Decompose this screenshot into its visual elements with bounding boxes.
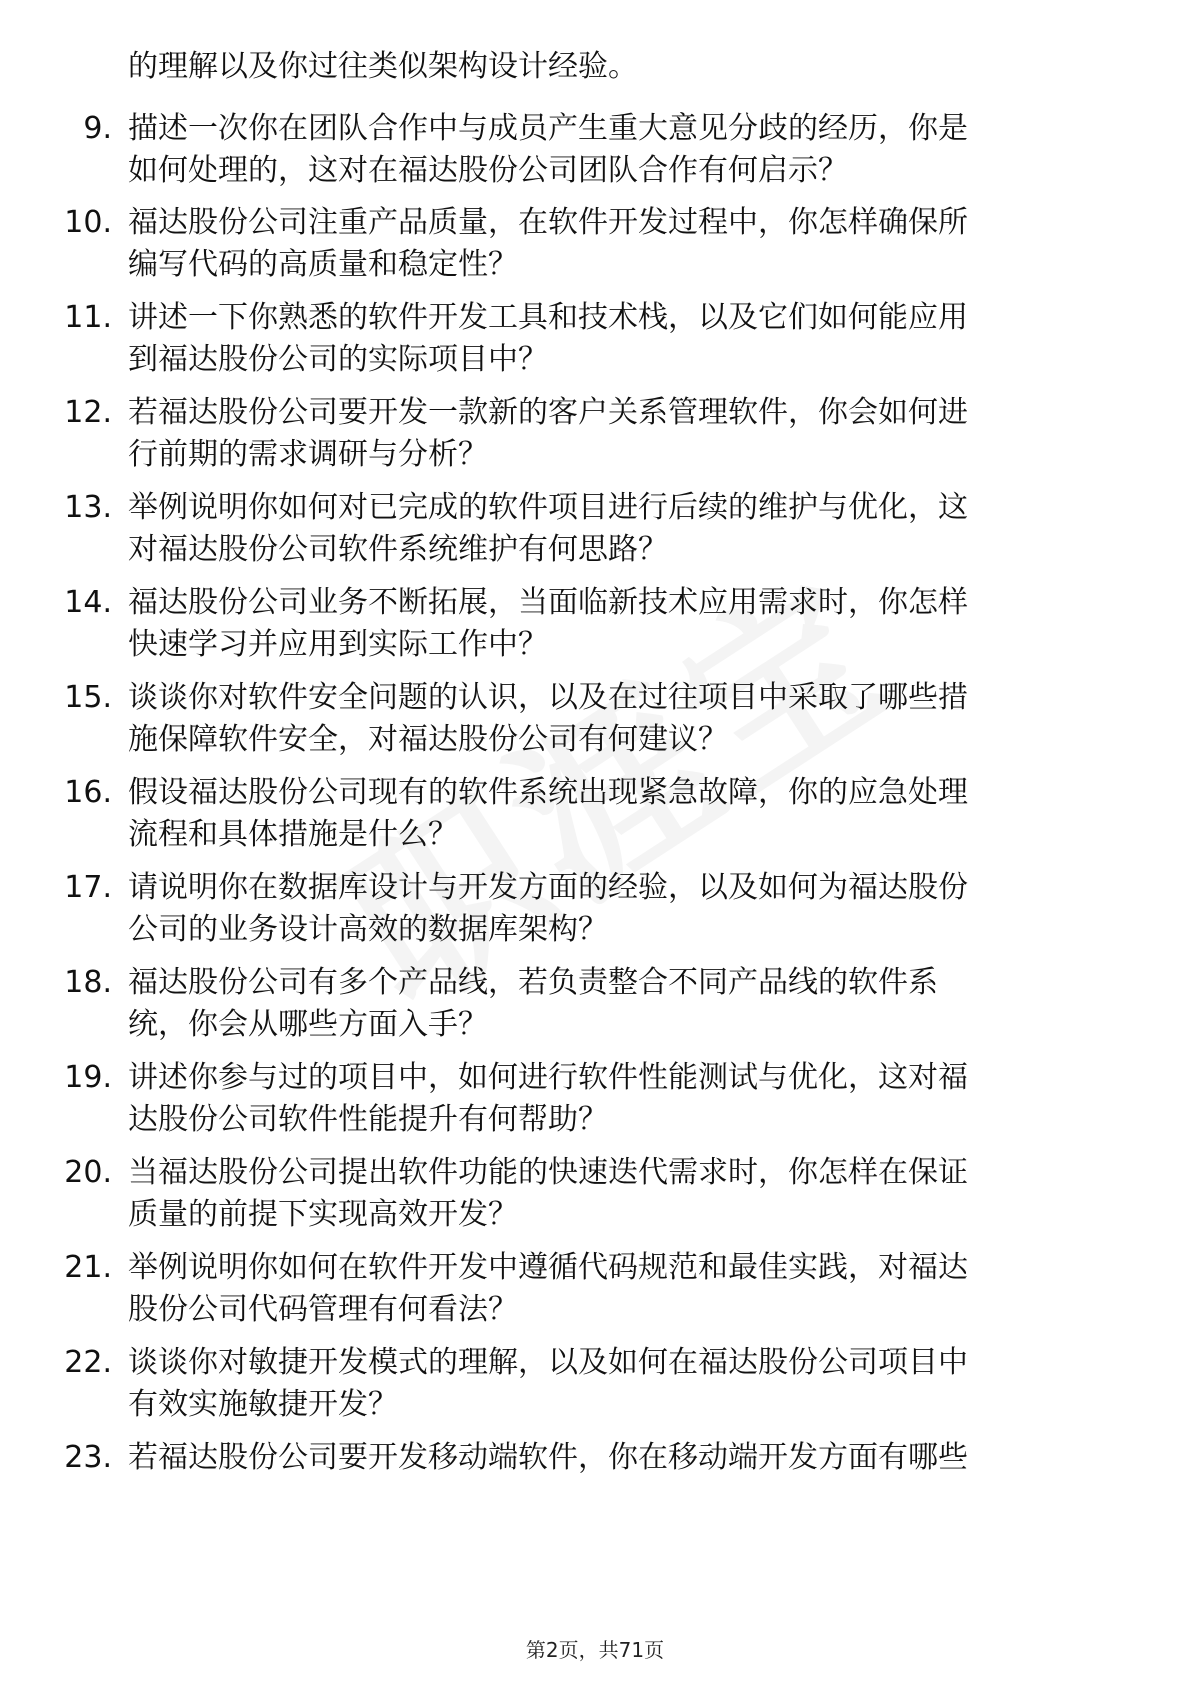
question-line-2: 公司的业务设计高效的数据库架构？: [128, 912, 608, 947]
question-line-2: 编写代码的高质量和稳定性？: [128, 247, 518, 282]
question-text: [128, 582, 1108, 666]
question-text: [128, 297, 1108, 381]
question-line-1: 请说明你在数据库设计与开发方面的经验，以及如何为福达股份: [128, 870, 968, 905]
question-number: 14.: [64, 585, 112, 620]
question-line-2: 如何处理的，这对在福达股份公司团队合作有何启示？: [128, 153, 848, 188]
question-item-17: [0, 867, 1190, 955]
question-number: 17.: [64, 870, 112, 905]
question-item-12: [0, 392, 1190, 480]
page-footer: 第2页，共71页: [525, 1638, 665, 1662]
question-line-1: 描述一次你在团队合作中与成员产生重大意见分歧的经历，你是: [128, 111, 968, 146]
question-line-1: 讲述你参与过的项目中，如何进行软件性能测试与优化，这对福: [128, 1060, 968, 1095]
question-item-19: [0, 1057, 1190, 1145]
question-item-13: [0, 487, 1190, 575]
question-line-2: 股份公司代码管理有何看法？: [128, 1292, 518, 1327]
question-number: 11.: [64, 300, 112, 335]
question-text: [128, 1437, 1108, 1479]
question-text: [128, 1342, 1108, 1426]
question-number: 21.: [64, 1250, 112, 1285]
question-number: 20.: [64, 1155, 112, 1190]
question-item-22: [0, 1342, 1190, 1430]
question-text: [128, 392, 1108, 476]
question-line-2: 质量的前提下实现高效开发？: [128, 1197, 518, 1232]
question-item-16: [0, 772, 1190, 860]
question-line-2: 达股份公司软件性能提升有何帮助？: [128, 1102, 608, 1137]
question-line-2: 到福达股份公司的实际项目中？: [128, 342, 548, 377]
question-item-20: [0, 1152, 1190, 1240]
question-line-1: 福达股份公司注重产品质量，在软件开发过程中，你怎样确保所: [128, 205, 968, 240]
question-line-1: 举例说明你如何对已完成的软件项目进行后续的维护与优化，这: [128, 490, 968, 525]
question-number: 22.: [64, 1345, 112, 1380]
question-item-10: [0, 202, 1190, 290]
continued-question-text: 的理解以及你过往类似架构设计经验。: [128, 49, 638, 84]
question-text: [128, 1057, 1108, 1141]
question-line-2: 行前期的需求调研与分析？: [128, 437, 488, 472]
question-line-1: 福达股份公司有多个产品线，若负责整合不同产品线的软件系: [128, 965, 938, 1000]
question-number: 9.: [83, 111, 112, 146]
question-text: [128, 487, 1108, 571]
question-line-1: 举例说明你如何在软件开发中遵循代码规范和最佳实践，对福达: [128, 1250, 968, 1285]
question-number: 12.: [64, 395, 112, 430]
question-text: [128, 202, 1108, 286]
question-number: 19.: [64, 1060, 112, 1095]
question-item-11: [0, 297, 1190, 385]
question-line-1: 假设福达股份公司现有的软件系统出现紧急故障，你的应急处理: [128, 775, 968, 810]
question-line-2: 统，你会从哪些方面入手？: [128, 1007, 488, 1042]
question-line-1: 讲述一下你熟悉的软件开发工具和技术栈，以及它们如何能应用: [128, 300, 968, 335]
question-line-2: 快速学习并应用到实际工作中？: [128, 627, 548, 662]
question-line-2: 对福达股份公司软件系统维护有何思路？: [128, 532, 668, 567]
question-line-1: 福达股份公司业务不断拓展，当面临新技术应用需求时，你怎样: [128, 585, 968, 620]
question-line-1: 若福达股份公司要开发移动端软件，你在移动端开发方面有哪些: [128, 1440, 968, 1475]
question-item-15: [0, 677, 1190, 765]
question-line-1: 谈谈你对软件安全问题的认识，以及在过往项目中采取了哪些措: [128, 680, 968, 715]
question-line-2: 有效实施敏捷开发？: [128, 1387, 398, 1422]
question-text: [128, 867, 1108, 951]
question-text: [128, 677, 1108, 761]
question-text: [128, 1247, 1108, 1331]
question-item-18: [0, 962, 1190, 1050]
question-number: 13.: [64, 490, 112, 525]
question-number: 18.: [64, 965, 112, 1000]
question-line-1: 当福达股份公司提出软件功能的快速迭代需求时，你怎样在保证: [128, 1155, 968, 1190]
question-text: [128, 772, 1108, 856]
question-line-1: 若福达股份公司要开发一款新的客户关系管理软件，你会如何进: [128, 395, 968, 430]
question-number: 16.: [64, 775, 112, 810]
question-text: [128, 1152, 1108, 1236]
question-text: [128, 108, 1108, 192]
question-item-23: [0, 1437, 1190, 1525]
question-item-14: [0, 582, 1190, 670]
question-item-9: [0, 108, 1190, 196]
question-line-2: 施保障软件安全，对福达股份公司有何建议？: [128, 722, 728, 757]
question-number: 23.: [64, 1440, 112, 1475]
question-number: 10.: [64, 205, 112, 240]
question-text: [128, 962, 1108, 1046]
question-item-21: [0, 1247, 1190, 1335]
question-number: 15.: [64, 680, 112, 715]
question-line-1: 谈谈你对敏捷开发模式的理解，以及如何在福达股份公司项目中: [128, 1345, 968, 1380]
question-line-2: 流程和具体措施是什么？: [128, 817, 458, 852]
